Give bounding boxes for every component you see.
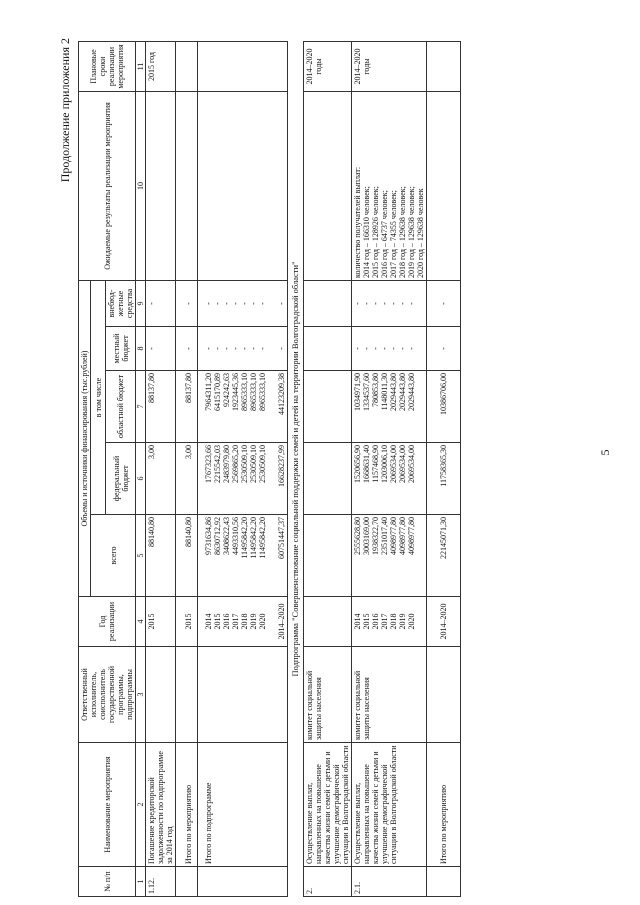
table-row	[146, 42, 176, 897]
col-number: 8	[136, 327, 146, 371]
row-regional: 10386706,00	[427, 371, 461, 443]
row-extra: - - - - - - -	[352, 281, 427, 327]
row-name: Осуществление выплат, направленных на повышение качества жизни семей с детьми и улучшение демографической ситуации в Волгоградской области	[352, 743, 427, 867]
row-local	[304, 327, 352, 371]
row-federal: 1520656,90 1668631,40 1157468,90 1203006,10 2069534,00 2069534,00 2069534,00	[352, 443, 427, 515]
row-executor	[146, 647, 176, 743]
row-extra: -	[427, 281, 461, 327]
subprogram-title-row	[288, 42, 304, 897]
col-number: 3	[136, 647, 146, 743]
row-local: -	[146, 327, 176, 371]
row-num: 2.	[304, 867, 352, 897]
row-years: 2014 2015 2016 2017 2018 2019 2020	[352, 597, 427, 647]
header-executor: Ответственный исполнитель, соисполнитель государственной программы, подпрограммы	[79, 647, 136, 743]
header-extra: внебюд-жетные средства	[106, 281, 136, 327]
row-name: Погашение кредиторской задолженности по подпрограмме за 2014 год	[146, 743, 176, 867]
row-deadline: 2015 год	[146, 42, 176, 92]
row-deadline	[427, 42, 461, 92]
header-year: Год реализации	[79, 597, 136, 647]
row-total	[304, 515, 352, 597]
row-deadline: 2014–2020 годы	[352, 42, 427, 92]
row-federal: 11758365,30	[427, 443, 461, 515]
col-number: 5	[136, 515, 146, 597]
col-number: 1	[136, 867, 146, 897]
table-row	[304, 42, 352, 897]
row-deadline	[198, 42, 288, 92]
row-results	[146, 92, 176, 281]
table-row	[198, 42, 288, 897]
col-number: 10	[136, 92, 146, 281]
row-num	[176, 867, 198, 897]
row-regional: 1034971,90 1334537,60 780853,80 1148011,30 2029443,80 2029443,80 2029443,80	[352, 371, 427, 443]
row-local: - - - - - - -	[352, 327, 427, 371]
row-num: 1.12.	[146, 867, 176, 897]
row-executor: комитет социальной защиты населения	[304, 647, 352, 743]
row-extra: -	[146, 281, 176, 327]
header-name: Наименование мероприятия	[79, 743, 136, 867]
row-executor	[427, 647, 461, 743]
header-local: местный бюджет	[106, 327, 136, 371]
row-total: 22145071,30	[427, 515, 461, 597]
row-local: -	[176, 327, 198, 371]
row-total: 88140,80	[176, 515, 198, 597]
row-local: - - - - - - - -	[198, 327, 288, 371]
row-federal: 3,00	[146, 443, 176, 515]
row-extra	[304, 281, 352, 327]
row-local: -	[427, 327, 461, 371]
financing-table	[78, 41, 461, 897]
row-total: 9731634,86 8630712,92 3408622,43 4493310,56 11495842,20 11495842,20 11495842,20 60751447,37	[198, 515, 288, 597]
header-total: всего	[91, 515, 136, 597]
row-results	[427, 92, 461, 281]
row-results	[304, 92, 352, 281]
header-num: № п/п	[79, 867, 136, 897]
row-num	[427, 867, 461, 897]
table-row	[427, 42, 461, 897]
row-year: 2014–2020	[427, 597, 461, 647]
row-executor	[176, 647, 198, 743]
row-name: Итого по мероприятию	[176, 743, 198, 867]
col-number: 4	[136, 597, 146, 647]
col-number: 9	[136, 281, 146, 327]
row-num	[198, 867, 288, 897]
header-regional: областной бюджет	[106, 371, 136, 443]
row-year: 2015	[176, 597, 198, 647]
row-regional: 88137,80	[176, 371, 198, 443]
subprogram-title: Подпрограмма "Совершенствование социальной поддержки семей и детей на территории Волгоградской области"	[290, 261, 300, 677]
continuation-label: Продолжение приложения 2	[58, 38, 72, 183]
col-number: 6	[136, 443, 146, 515]
row-federal	[304, 443, 352, 515]
row-total: 88140,80	[146, 515, 176, 597]
column-number-row	[136, 42, 146, 897]
row-year: 2015	[146, 597, 176, 647]
row-results: количество получателей выплат: 2014 год – 166310 человек; 2015 год – 128926 человек; 2016 год – 64737 человек; 2017 год – 74355 человек; 2018 год – 129638 человек; 2019 год – 129638 человек; 2020 год – 129638 человек	[352, 92, 427, 281]
row-extra: -	[176, 281, 198, 327]
row-results	[198, 92, 288, 281]
row-name: Итого по подпрограмме	[198, 743, 288, 867]
row-federal: 1767323,66 2215542,03 2483979,80 2569865,20 2530509,10 2530509,10 2530509,10 16628237,99	[198, 443, 288, 515]
row-federal: 3,00	[176, 443, 198, 515]
col-number: 2	[136, 743, 146, 867]
row-years: 2014 2015 2016 2017 2018 2019 2020 2014–2020	[198, 597, 288, 647]
table-row	[176, 42, 198, 897]
row-regional	[304, 371, 352, 443]
row-name: Итого по мероприятию	[427, 743, 461, 867]
row-regional: 7964311,20 6415170,89 924242,63 1923445,36 8965333,10 8965333,10 8965333,10 44123209,38	[198, 371, 288, 443]
row-deadline: 2014–2020 годы	[304, 42, 352, 92]
row-executor	[198, 647, 288, 743]
header-incl: в том числе	[91, 281, 106, 515]
row-deadline	[176, 42, 198, 92]
row-year	[304, 597, 352, 647]
table-row	[352, 42, 427, 897]
row-extra: - - - - - - - -	[198, 281, 288, 327]
col-number: 11	[136, 42, 146, 92]
row-regional: 88137,80	[146, 371, 176, 443]
page-number: 5	[598, 449, 612, 456]
row-total: 2555628,80 3003169,00 1938322,70 2351017,40 4098977,80 4098977,80 4098977,80	[352, 515, 427, 597]
row-num: 2.1.	[352, 867, 427, 897]
header-deadline: Плановые сроки реализации мероприятия	[79, 42, 136, 92]
header-volumes: Объемы и источники финансирования (тыс.рублей)	[79, 281, 91, 597]
row-executor: комитет социальной защиты населения	[352, 647, 427, 743]
col-number: 7	[136, 371, 146, 443]
header-results: Ожидаемые результаты реализации мероприятия	[79, 92, 136, 281]
header-federal: федеральный бюджет	[106, 443, 136, 515]
row-name: Осуществление выплат, направленных на повышение качества жизни семей с детьми и улучшение демографической ситуации в Волгоградской области	[304, 743, 352, 867]
row-results	[176, 92, 198, 281]
